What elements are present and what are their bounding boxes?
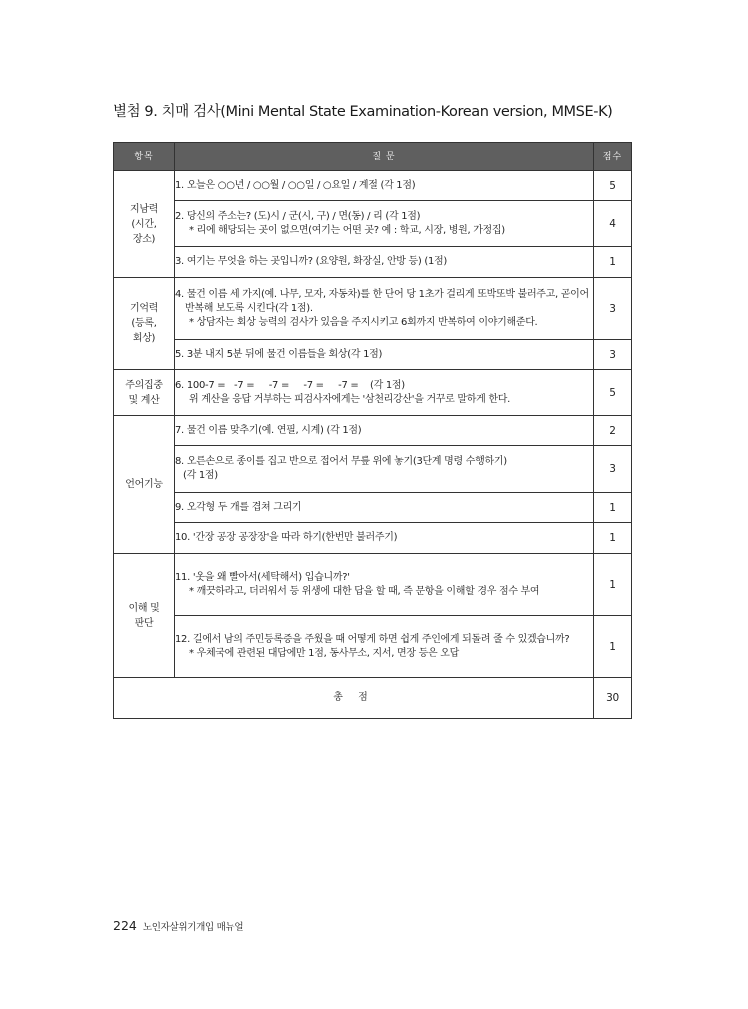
score-cell: 3	[594, 340, 632, 370]
question-cell	[175, 340, 594, 370]
table-row	[114, 201, 632, 247]
category-label: 회상)	[132, 333, 156, 344]
mmse-table	[113, 142, 632, 719]
question-text-continued: (각 1점)	[183, 470, 218, 481]
category-orientation	[114, 171, 175, 278]
score-cell: 5	[594, 171, 632, 201]
question-text: 6. 100-7 = -7 = -7 = -7 = -7 = (각 1점)	[175, 379, 405, 391]
page-number: 224	[113, 918, 137, 933]
question-note: * 리에 해당되는 곳이 없으면(여기는 어떤 곳? 예 : 학교, 시장, 병원, 가정집)	[189, 224, 505, 236]
table-row	[114, 523, 632, 554]
footer-text: 노인자살위기개입 매뉴얼	[142, 922, 244, 933]
score-cell: 1	[594, 493, 632, 523]
question-cell	[175, 616, 594, 678]
score-cell: 3	[594, 446, 632, 493]
table-row	[114, 171, 632, 201]
table-row	[114, 416, 632, 446]
category-language	[114, 416, 175, 554]
score-cell: 3	[594, 278, 632, 340]
question-cell	[175, 171, 594, 201]
category-label: 장소)	[132, 233, 156, 245]
table-row	[114, 247, 632, 278]
category-label: (등록,	[131, 318, 157, 329]
question-text: 9. 오각형 두 개를 겹쳐 그리기	[175, 501, 302, 513]
question-text: 7. 물건 이름 맞추기(예. 연필, 시계) (각 1점)	[175, 424, 362, 436]
question-cell	[175, 201, 594, 247]
question-cell	[175, 523, 594, 554]
question-text: 5. 3분 내지 5분 뒤에 물건 이름들을 회상(각 1점)	[175, 348, 383, 360]
question-cell	[175, 554, 594, 616]
table-row	[114, 616, 632, 678]
question-text: 12. 길에서 남의 주민등록증을 주웠을 때 어떻게 하면 쉽게 주인에게 되돌려 줄 수 있겠습니까?	[175, 633, 570, 645]
question-text: 3. 여기는 무엇을 하는 곳입니까? (요양원, 화장실, 안방 등) (1점)	[175, 256, 448, 267]
total-row	[114, 678, 632, 719]
question-text: 1. 오늘은 ○○년 / ○○월 / ○○일 / ○요일 / 계절 (각 1점)	[175, 179, 416, 191]
header-category: 항목	[114, 143, 175, 171]
table-row	[114, 446, 632, 493]
question-cell	[175, 370, 594, 416]
question-note: 위 계산을 응답 거부하는 피검사자에게는 '삼천리강산'을 거꾸로 말하게 한다.	[189, 393, 510, 405]
question-cell	[175, 247, 594, 278]
page-title: 별첨 9. 치매 검사(Mini Mental State Examination-Korean version, MMSE-K)	[113, 104, 613, 120]
page-footer	[113, 918, 243, 933]
category-attention	[114, 370, 175, 416]
table-row	[114, 370, 632, 416]
category-label: 언어기능	[125, 479, 163, 490]
header-score: 점수	[594, 143, 632, 171]
question-cell	[175, 446, 594, 493]
category-label: 이해 및	[128, 602, 160, 614]
table-row	[114, 493, 632, 523]
question-note: * 상담자는 회상 능력의 검사가 있음을 주지시키고 6회까지 반복하여 이야기해준다.	[189, 316, 538, 328]
question-note: * 우체국에 관련된 대답에만 1점, 동사무소, 지서, 면장 등은 오답	[189, 647, 459, 659]
category-label: 및 계산	[128, 394, 160, 406]
category-label: 판단	[134, 617, 154, 629]
question-cell	[175, 493, 594, 523]
score-cell: 1	[594, 247, 632, 278]
category-label: (시간,	[131, 218, 157, 230]
category-label: 지남력	[129, 203, 159, 215]
table-row	[114, 554, 632, 616]
category-label: 기억력	[129, 303, 159, 314]
score-cell: 2	[594, 416, 632, 446]
question-cell	[175, 416, 594, 446]
category-memory	[114, 278, 175, 370]
score-cell: 1	[594, 523, 632, 554]
category-judgment	[114, 554, 175, 678]
question-text: 11. '옷을 왜 빨아서(세탁해서) 입습니까?'	[175, 571, 350, 583]
question-cell	[175, 278, 594, 340]
table-row	[114, 278, 632, 340]
score-cell: 5	[594, 370, 632, 416]
header-question: 질 문	[175, 143, 594, 171]
score-cell: 1	[594, 554, 632, 616]
table-row	[114, 340, 632, 370]
total-score: 30	[594, 678, 632, 719]
table-header-row	[114, 143, 632, 171]
category-label: 주의집중	[125, 379, 163, 391]
score-cell: 1	[594, 616, 632, 678]
total-label: 총 점	[114, 678, 594, 719]
question-text: 8. 오른손으로 종이를 집고 반으로 접어서 무릎 위에 놓기(3단계 명령 수행하기)	[175, 456, 507, 467]
score-cell: 4	[594, 201, 632, 247]
question-text: 4. 물건 이름 세 가지(예. 나무, 모자, 자동차)를 한 단어 당 1초가 걸리게 또박또박 불러주고, 곧이어 반복해 보도록 시킨다(각 1점).	[175, 288, 589, 314]
question-text: 10. '간장 공장 공장장'을 따라 하기(한번만 불러주기)	[175, 532, 398, 543]
question-note: * 깨끗하라고, 더러워서 등 위생에 대한 답을 할 때, 즉 문항을 이해할 경우 점수 부여	[189, 585, 540, 597]
question-text: 2. 당신의 주소는? (도)시 / 군(시, 구) / 면(동) / 리 (각 1점)	[175, 210, 421, 222]
